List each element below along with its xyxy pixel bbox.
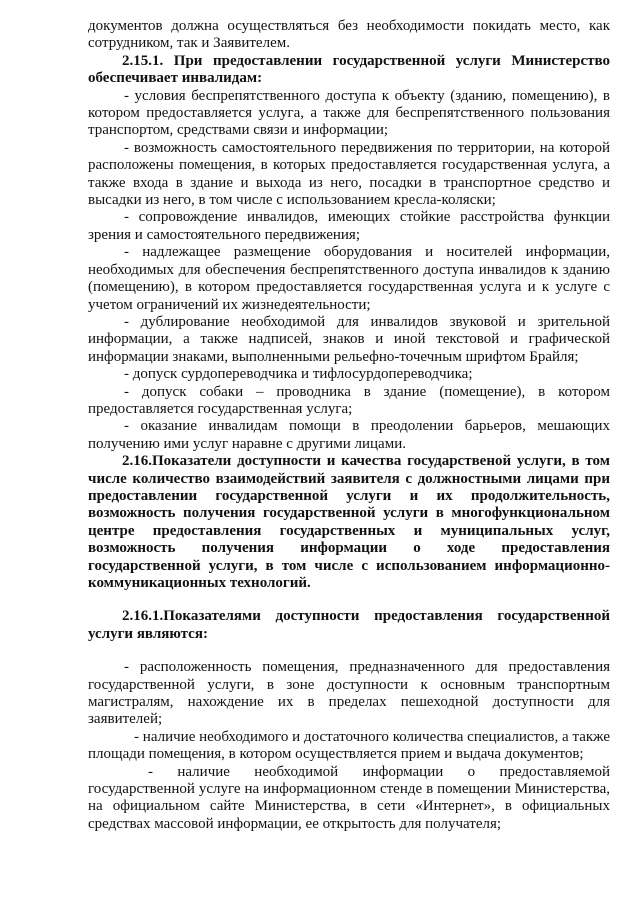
document-page [88,18,610,833]
section-2-15-1 [88,53,610,453]
list-item: - расположенность помещения, предназначенного для предоставления государственной услуги, в зоне доступности к основным транспортным магистралям, нахождение их в пределах пешеходной доступности для заявителей; [88,659,610,728]
list-item: - допуск сурдопереводчика и тифлосурдопереводчика; [124,366,473,383]
list-item: - наличие необходимой информации о предоставляемой государственной услуге на информационном стенде в помещении Министерства, на официальном сайте Министерства, в сети «Интернет», в официальных средствах массовой информации, ее открытость для получателя; [88,763,610,832]
list-item: - надлежащее размещение оборудования и носителей информации, необходимых для обеспечения беспрепятственного доступа инвалидов к зданию (помещению), в котором предоставляется государственная услуга и к услуге с учетом ограничений их жизнедеятельности; [88,244,610,313]
section-2-16 [88,453,610,592]
list-item: - возможность самостоятельного передвижения по территории, на которой расположены помещения, в которых предоставляется государственная услуга, а также входа в здание и выхода из него, посадки в транспортное средство и высадки из него, в том числе с использованием кресла-коляски; [88,139,610,209]
list-item: - допуск собаки – проводника в здание (помещение), в котором предоставляется государственная услуга; [88,383,610,417]
list-item: - условия беспрепятственного доступа к объекту (зданию, помещению), в котором предоставляется услуга, а также для беспрепятственного пользования транспортом, средствами связи и информации; [88,87,610,139]
list-item: - сопровождение инвалидов, имеющих стойкие расстройства функции зрения и самостоятельного передвижения; [88,209,610,243]
list-item: - дублирование необходимой для инвалидов звуковой и зрительной информации, а также надписей, знаков и иной текстовой и графической информации знаками, выполненными рельефно-точечным шрифтом Брайля; [88,313,610,365]
intro-paragraph: документов должна осуществляться без необходимости покидать место, как сотрудником, так и Заявителем. [88,18,610,52]
section-2-16-heading: 2.16.Показатели доступности и качества государственой услуги, в том числе количество взаимодействий заявителя с должностными лицами при предоставлении государственной услуги и их продолжительность, возможность получения государственной услуги в многофункциональном центре предоставления государственных и муниципальных услуг, возможность получения информации о ходе предоставления государственной услуги, в том числе с использованием информационно-коммуникационных технологий. [88,453,610,591]
section-2-15-1-heading: 2.15.1. При предоставлении государственной услуги Министерство обеспечивает инвалидам: [88,52,610,87]
list-item: - наличие необходимого и достаточного количества специалистов, а также площади помещения, в котором осуществляется прием и выдача документов; [88,728,610,763]
list-item: - оказание инвалидам помощи в преодолении барьеров, мешающих получению ими услуг наравне с другими лицами. [88,418,610,452]
section-2-16-1 [88,608,610,833]
section-2-16-1-heading: 2.16.1.Показателями доступности предоставления государственной услуги являются: [88,608,610,642]
